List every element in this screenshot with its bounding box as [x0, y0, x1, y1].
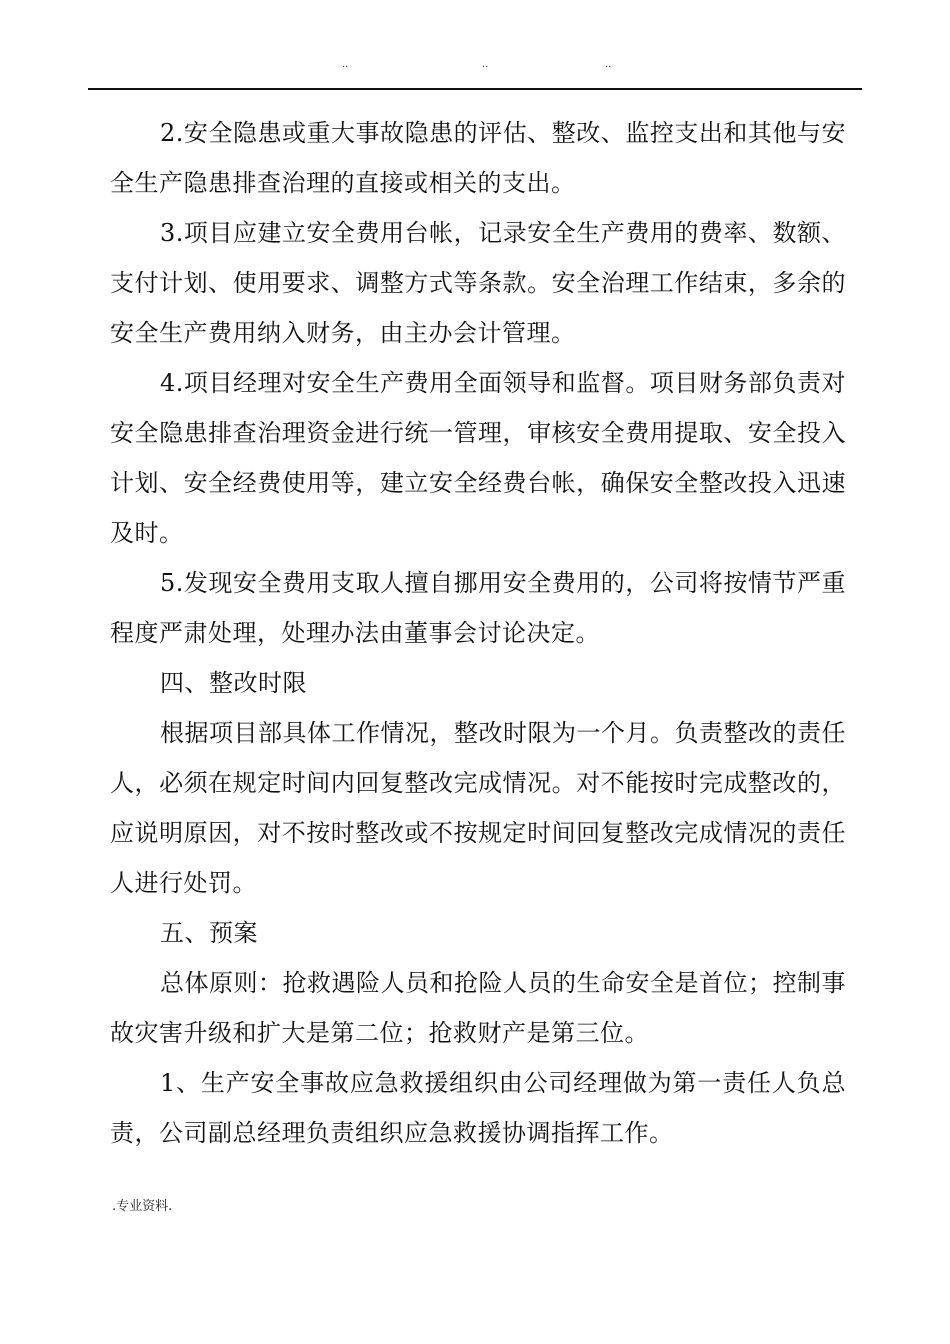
header-rule — [88, 88, 862, 90]
paragraph-item-3: 3.项目应建立安全费用台帐，记录安全生产费用的费率、数额、支付计划、使用要求、调整方式等条款。安全治理工作结束，多余的安全生产费用纳入财务，由主办会计管理。 — [110, 219, 846, 347]
header-mark: .. — [605, 59, 612, 70]
page-header-marks — [0, 58, 950, 72]
document-body — [110, 108, 846, 1158]
paragraph-item-2: 2.安全隐患或重大事故隐患的评估、整改、监控支出和其他与安全生产隐患排查治理的直接或相关的支出。 — [110, 119, 846, 197]
paragraph-rectification-deadline: 根据项目部具体工作情况，整改时限为一个月。负责整改的责任人，必须在规定时间内回复整改完成情况。对不能按时完成整改的，应说明原因，对不按时整改或不按规定时间回复整改完成情况的责任人进行处罚。 — [110, 719, 846, 897]
section-heading-rectification-deadline: 四、整改时限 — [160, 669, 307, 697]
paragraph-plan-item-1: 1、生产安全事故应急救援组织由公司经理做为第一责任人负总责，公司副总经理负责组织应急救援协调指挥工作。 — [110, 1069, 846, 1147]
page-footer: .专业资料. — [112, 1199, 173, 1214]
section-heading-contingency-plan: 五、预案 — [160, 919, 258, 947]
header-mark: .. — [342, 59, 349, 70]
paragraph-general-principle: 总体原则：抢救遇险人员和抢险人员的生命安全是首位；控制事故灾害升级和扩大是第二位；抢救财产是第三位。 — [110, 969, 846, 1047]
paragraph-item-5: 5.发现安全费用支取人擅自挪用安全费用的，公司将按情节严重程度严肃处理，处理办法由董事会讨论决定。 — [110, 569, 846, 647]
paragraph-item-4: 4.项目经理对安全生产费用全面领导和监督。项目财务部负责对安全隐患排查治理资金进行统一管理，审核安全费用提取、安全投入计划、安全经费使用等，建立安全经费台帐，确保安全整改投入迅速及时。 — [110, 369, 846, 547]
header-mark: .. — [482, 59, 489, 70]
